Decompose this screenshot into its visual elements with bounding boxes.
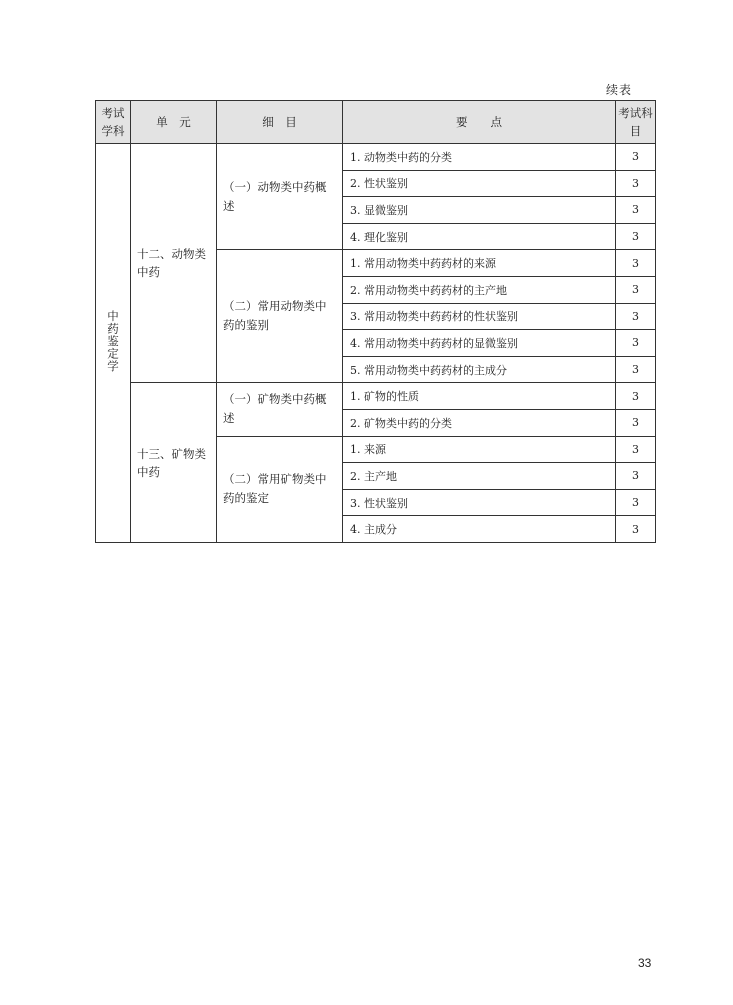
- score-cell: 3: [616, 223, 656, 250]
- unit-cell: 十二、动物类中药: [131, 144, 217, 383]
- point-cell: 2. 常用动物类中药药材的主产地: [343, 276, 616, 303]
- point-cell: 1. 来源: [343, 436, 616, 463]
- detail-cell: （一）动物类中药概述: [217, 144, 343, 250]
- score-cell: 3: [616, 330, 656, 357]
- point-cell: 3. 常用动物类中药药材的性状鉴别: [343, 303, 616, 330]
- continued-label: 续表: [606, 83, 633, 97]
- score-cell: 3: [616, 516, 656, 543]
- score-cell: 3: [616, 170, 656, 197]
- point-cell: 3. 性状鉴别: [343, 489, 616, 516]
- table-row: [96, 383, 656, 410]
- point-cell: 5. 常用动物类中药药材的主成分: [343, 356, 616, 383]
- point-cell: 2. 矿物类中药的分类: [343, 409, 616, 436]
- subject-label: 中药鉴定学: [106, 310, 120, 373]
- detail-cell: （二）常用矿物类中药的鉴定: [217, 436, 343, 542]
- table-header-row: [96, 101, 656, 144]
- header-subject: 考试学科: [96, 101, 131, 144]
- score-cell: 3: [616, 409, 656, 436]
- point-cell: 2. 主产地: [343, 463, 616, 490]
- score-cell: 3: [616, 144, 656, 171]
- point-cell: 4. 主成分: [343, 516, 616, 543]
- score-cell: 3: [616, 463, 656, 490]
- point-cell: 1. 动物类中药的分类: [343, 144, 616, 171]
- score-cell: 3: [616, 489, 656, 516]
- header-point: 要 点: [343, 101, 616, 144]
- header-unit: 单 元: [131, 101, 217, 144]
- score-cell: 3: [616, 356, 656, 383]
- header-level: 考试科目: [616, 101, 656, 144]
- point-cell: 2. 性状鉴别: [343, 170, 616, 197]
- point-cell: 1. 常用动物类中药药材的来源: [343, 250, 616, 277]
- point-cell: 1. 矿物的性质: [343, 383, 616, 410]
- score-cell: 3: [616, 383, 656, 410]
- score-cell: 3: [616, 197, 656, 224]
- detail-cell: （一）矿物类中药概述: [217, 383, 343, 436]
- score-cell: 3: [616, 250, 656, 277]
- subject-cell: [96, 144, 131, 543]
- score-cell: 3: [616, 303, 656, 330]
- exam-outline-table: [95, 100, 656, 543]
- page-number: 33: [638, 956, 652, 970]
- detail-cell: （二）常用动物类中药的鉴别: [217, 250, 343, 383]
- table-row: [96, 144, 656, 171]
- header-detail: 细 目: [217, 101, 343, 144]
- point-cell: 3. 显微鉴别: [343, 197, 616, 224]
- point-cell: 4. 常用动物类中药药材的显微鉴别: [343, 330, 616, 357]
- score-cell: 3: [616, 436, 656, 463]
- score-cell: 3: [616, 276, 656, 303]
- unit-cell: 十三、矿物类中药: [131, 383, 217, 543]
- point-cell: 4. 理化鉴别: [343, 223, 616, 250]
